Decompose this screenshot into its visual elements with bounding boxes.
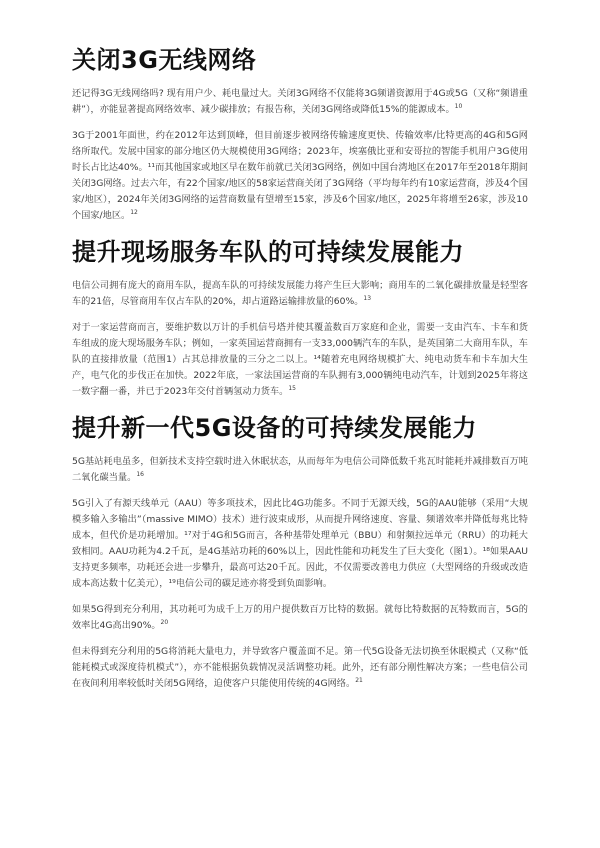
paragraph — [72, 278, 528, 310]
paragraph — [72, 86, 528, 118]
paragraph — [72, 128, 528, 224]
paragraph-text: 电信公司拥有庞大的商用车队，提高车队的可持续发展能力将产生巨大影响；商用车的二氧化碳排放量是轻型客车的21倍，尽管商用车仅占车队的20%，却占道路运输排放量的60%。 — [72, 280, 528, 307]
section-field-fleet — [72, 236, 528, 400]
paragraph — [72, 644, 528, 692]
footnote-ref: 21 — [355, 676, 363, 684]
paragraph-text: 但未得到充分利用的5G将消耗大量电力，并导致客户覆盖面不足。第一代5G设备无法切换至休眠模式（又称“低能耗模式或深度待机模式”），亦不能根据负载情况灵活调整功耗。此外，还有部分刚性解决方案；一些电信公司在夜间利用率较低时关闭5G网络，迫使客户只能使用传统的4G网络。 — [72, 646, 528, 689]
footnote-ref: 15 — [288, 384, 296, 392]
section-title: 关闭3G无线网络 — [72, 46, 257, 74]
paragraph — [72, 454, 528, 486]
paragraph-text: 3G于2001年面世，约在2012年达到顶峰，但目前逐步被网络传输速度更快、传输效率/比特更高的4G和5G网络所取代。发展中国家的部分地区仍大规模使用3G网络；2023年，埃塞俄比亚和安哥拉的智能手机用户3G使用时长占比达40%。¹¹而其他国家或地区早在数年前就已关闭3G网络，例如中国台湾地区在2017年至2018年期间关闭3G网络。过去六年，有22个国家/地区的58家运营商关闭了3G网络（平均每年约有10家运营商，涉及4个国家/地区），2024年关闭3G网络的运营商数量有望增至15家，涉及6个国家/地区，2025年将增至26家，涉及10个国家/地区。 — [72, 130, 528, 221]
footnote-ref: 16 — [136, 470, 144, 478]
paragraph — [72, 320, 528, 400]
paragraph-text: 5G基站耗电虽多，但新技术支持空载时进入休眠状态，从而每年为电信公司降低数千兆瓦时能耗并减排数百万吨二氧化碳当量。 — [72, 456, 528, 483]
footnote-ref: 20 — [160, 618, 169, 626]
paragraph-text: 对于一家运营商而言，要维护数以万计的手机信号塔并使其覆盖数百万家庭和企业，需要一支由汽车、卡车和货车组成的庞大现场服务车队；例如，一家英国运营商拥有一支33,000辆汽车的车队，是英国第二大商用车队，车队的直接排放量（范围1）占其总排放量的三分之二以上。¹⁴随着充电网络规模扩大、纯电动货车和卡车加大生产，电气化的步伐正在加快。2022年底，一家法国运营商的车队拥有3,000辆纯电动汽车，计划到2025年将这一数字翻一番，并已于2023年交付首辆氢动力货车。 — [72, 322, 528, 397]
paragraph-text: 还记得3G无线网络吗? 现有用户少、耗电量过大。关闭3G网络不仅能将3G频谱资源用于4G或5G（又称“频谱重耕”），亦能显著提高网络效率、减少碳排放；有报告称，关闭3G网络或降低15%的能源成本。 — [72, 88, 528, 115]
paragraph-text: 如果5G得到充分利用，其功耗可为成千上万的用户提供数百万比特的数据。就每比特数据的瓦特数而言，5G的效率比4G高出90%。 — [72, 604, 528, 631]
paragraph-text: 5G引入了有源天线单元（AAU）等多项技术，因此比4G功能多。不同于无源天线，5G的AAU能够（采用“大规模多输入多输出”（massive MIMO）技术）进行波束成形，从而提升网络速度、容量、频谱效率并降低每兆比特成本，但代价是功耗增加。¹⁷对于4G和5G而言，各种基带处理单元（BBU）和射频拉远单元（RRU）的功耗大致相同。AAU功耗为4.2千瓦，是4G基站功耗的60%以上，因此性能和功耗发生了巨大变化（图1）。¹⁸如果AAU支持更多频率，功耗还会进一步攀升，最高可达20千瓦。因此，不仅需要改善电力供应（大型网络的升级或改造成本高达数十亿美元），¹⁹电信公司的碳足迹亦将受到负面影响。 — [72, 498, 528, 589]
paragraph — [72, 602, 528, 634]
footnote-ref: 13 — [363, 294, 372, 302]
section-3g-shutdown — [72, 44, 528, 224]
section-5g-equipment — [72, 412, 528, 692]
footnote-ref: 12 — [130, 208, 138, 216]
paragraph — [72, 496, 528, 592]
section-title: 提升现场服务车队的可持续发展能力 — [72, 238, 464, 266]
section-title: 提升新一代5G设备的可持续发展能力 — [72, 414, 477, 442]
footnote-ref: 10 — [454, 102, 463, 110]
